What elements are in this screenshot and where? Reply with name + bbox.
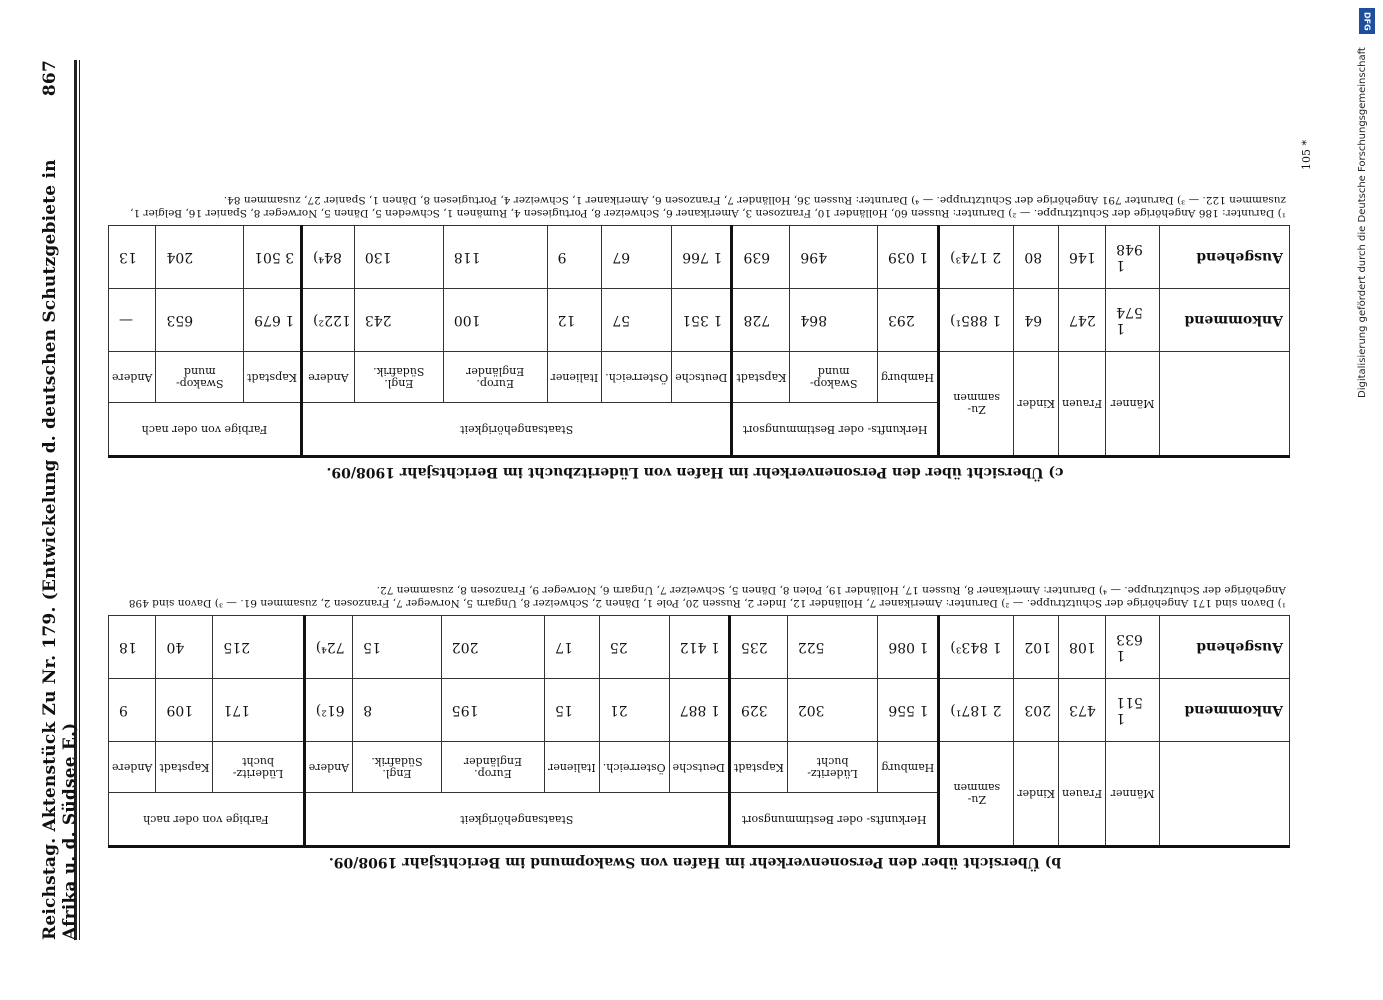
cell: 146 bbox=[1058, 226, 1105, 289]
cell: 171 bbox=[213, 679, 304, 742]
cell: 1 887 bbox=[669, 679, 729, 742]
sub-staats-6: Andere bbox=[301, 352, 354, 403]
cell: 72⁴) bbox=[304, 616, 352, 679]
sub-herkunft-2: Lüderitz- bucht bbox=[787, 742, 877, 793]
cell: 1 556 bbox=[878, 679, 939, 742]
cell: 13 bbox=[109, 226, 156, 289]
cell: 1 511 bbox=[1106, 679, 1160, 742]
table-c bbox=[108, 225, 1290, 458]
sub-farbige-2: Kapstadt bbox=[156, 742, 213, 793]
cell: — bbox=[109, 289, 156, 352]
sub-farbige-1: Kapstadt bbox=[244, 352, 302, 403]
table-c-title: c) Übersicht über den Personenverkehr im Hafen von Lüderitzbucht im Berichtsjahr 1908/09. bbox=[326, 464, 1064, 480]
cell: 496 bbox=[790, 226, 878, 289]
cell: 21 bbox=[599, 679, 669, 742]
sub-staats-5: Engl. Südafrik. bbox=[354, 352, 443, 403]
col-staats: Staatsangehörigkeit bbox=[304, 793, 729, 847]
sub-staats-1: Deutsche bbox=[672, 352, 732, 403]
cell: 1 843³) bbox=[939, 616, 1014, 679]
table-b-title: b) Übersicht über den Personenverkehr im Hafen von Swakopmund im Berichtsjahr 1908/09. bbox=[328, 854, 1062, 870]
row-label: Ankommend bbox=[1160, 679, 1290, 742]
running-header-text bbox=[40, 60, 80, 940]
cell: 1 885¹) bbox=[939, 289, 1014, 352]
sub-staats-1: Deutsche bbox=[669, 742, 729, 793]
sub-farbige-1: Lüderitz- bucht bbox=[213, 742, 304, 793]
cell: 653 bbox=[156, 289, 244, 352]
cell: 329 bbox=[729, 679, 787, 742]
cell: 67 bbox=[602, 226, 672, 289]
cell: 61²) bbox=[304, 679, 352, 742]
cell: 639 bbox=[732, 226, 790, 289]
cell: 243 bbox=[354, 289, 443, 352]
table-row bbox=[109, 679, 1290, 742]
cell: 1 086 bbox=[878, 616, 939, 679]
sub-farbige-3: Andere bbox=[109, 352, 156, 403]
row-label: Ankommend bbox=[1160, 289, 1290, 352]
sub-staats-4: Europ. Engländer bbox=[441, 742, 544, 793]
cell: 130 bbox=[354, 226, 443, 289]
cell: 100 bbox=[443, 289, 547, 352]
col-kinder: Kinder bbox=[1014, 742, 1059, 847]
cell: 302 bbox=[787, 679, 877, 742]
digitization-note: Digitalisierung gefördert durch die Deutsche Forschungsgemeinschaft bbox=[1357, 47, 1368, 398]
sub-staats-3: Italiener bbox=[545, 742, 600, 793]
cell: 195 bbox=[441, 679, 544, 742]
cell: 522 bbox=[787, 616, 877, 679]
sub-herkunft-2: Swakop- mund bbox=[790, 352, 878, 403]
cell: 18 bbox=[109, 616, 156, 679]
sub-farbige-2: Swakop- mund bbox=[156, 352, 244, 403]
dfg-logo: DFG bbox=[1359, 8, 1375, 34]
col-frauen: Frauen bbox=[1058, 352, 1105, 457]
cell: 9 bbox=[547, 226, 602, 289]
cell: 109 bbox=[156, 679, 213, 742]
cell: 8 bbox=[353, 679, 442, 742]
section-c bbox=[100, 193, 1290, 480]
sub-herkunft-1: Hamburg bbox=[877, 352, 938, 403]
cell: 1 766 bbox=[672, 226, 732, 289]
cell: 1 948 bbox=[1106, 226, 1160, 289]
sub-staats-4: Europ. Engländer bbox=[443, 352, 547, 403]
cell: 122²) bbox=[301, 289, 354, 352]
col-herkunft: Herkunfts- oder Bestimmungsort bbox=[732, 403, 939, 457]
cell: 204 bbox=[156, 226, 244, 289]
col-kinder: Kinder bbox=[1014, 352, 1059, 457]
cell: 15 bbox=[353, 616, 442, 679]
sub-staats-5: Engl. Südafrik. bbox=[353, 742, 442, 793]
col-frauen: Frauen bbox=[1059, 742, 1106, 847]
cell: 2 174³) bbox=[939, 226, 1014, 289]
cell: 2 187¹) bbox=[939, 679, 1014, 742]
cell: 1 679 bbox=[244, 289, 302, 352]
sub-herkunft-1: Hamburg bbox=[878, 742, 939, 793]
section-b bbox=[100, 583, 1290, 870]
cell: 25 bbox=[599, 616, 669, 679]
cell: 1 574 bbox=[1106, 289, 1160, 352]
cell: 9 bbox=[109, 679, 156, 742]
cell: 1 039 bbox=[877, 226, 938, 289]
sub-herkunft-3: Kapstadt bbox=[732, 352, 790, 403]
rotated-tables-block bbox=[100, 130, 1290, 870]
cell: 203 bbox=[1014, 679, 1059, 742]
dfg-note bbox=[1357, 8, 1379, 398]
table-row bbox=[109, 226, 1290, 289]
header-blank bbox=[1160, 742, 1290, 847]
table-b bbox=[108, 615, 1290, 848]
cell: 15 bbox=[545, 679, 600, 742]
header-title: Reichstag. Aktenstück Zu Nr. 179. (Entwickelung d. deutschen Schutzgebiete in Afrika u. d. Südsee E.) bbox=[40, 159, 80, 940]
cell: 864 bbox=[790, 289, 878, 352]
cell: 84⁴) bbox=[301, 226, 354, 289]
cell: 108 bbox=[1059, 616, 1106, 679]
cell: 57 bbox=[602, 289, 672, 352]
cell: 1 633 bbox=[1106, 616, 1160, 679]
col-herkunft: Herkunfts- oder Bestimmungsort bbox=[729, 793, 938, 847]
cell: 293 bbox=[877, 289, 938, 352]
cell: 102 bbox=[1014, 616, 1059, 679]
col-farbige: Farbige von oder nach bbox=[109, 403, 302, 457]
cell: 728 bbox=[732, 289, 790, 352]
row-label: Ausgehend bbox=[1160, 226, 1290, 289]
cell: 1 412 bbox=[669, 616, 729, 679]
running-header bbox=[40, 60, 80, 940]
col-maenner: Männer bbox=[1106, 352, 1160, 457]
cell: 202 bbox=[441, 616, 544, 679]
page-reference: 105 * bbox=[1300, 140, 1313, 170]
sub-staats-3: Italiener bbox=[547, 352, 602, 403]
cell: 473 bbox=[1059, 679, 1106, 742]
cell: 80 bbox=[1014, 226, 1059, 289]
cell: 40 bbox=[156, 616, 213, 679]
cell: 12 bbox=[547, 289, 602, 352]
table-row bbox=[109, 289, 1290, 352]
col-maenner: Männer bbox=[1106, 742, 1160, 847]
col-staats: Staatsangehörigkeit bbox=[301, 403, 731, 457]
col-farbige: Farbige von oder nach bbox=[109, 793, 305, 847]
cell: 247 bbox=[1058, 289, 1105, 352]
table-row bbox=[109, 616, 1290, 679]
col-zusammen: Zu- sammen bbox=[939, 352, 1014, 457]
cell: 3 501 bbox=[244, 226, 302, 289]
cell: 215 bbox=[213, 616, 304, 679]
col-zusammen: Zu- sammen bbox=[939, 742, 1014, 847]
cell: 64 bbox=[1014, 289, 1059, 352]
cell: 118 bbox=[443, 226, 547, 289]
row-label: Ausgehend bbox=[1160, 616, 1290, 679]
header-blank bbox=[1160, 352, 1290, 457]
cell: 235 bbox=[729, 616, 787, 679]
sub-farbige-3: Andere bbox=[109, 742, 156, 793]
sub-herkunft-3: Kapstadt bbox=[729, 742, 787, 793]
cell: 17 bbox=[545, 616, 600, 679]
table-c-footnote: ¹) Darunter: 186 Angehörige der Schutztruppe. — ²) Darunter: Russen 60, Holländer 10, Franzosen 3, Amerikaner 6, Schweizer 8, Portugiesen 4, Rumänen 1, Schweden 5, Dänen 5, Norweger 8, Spanier 16, Belgier 1, zusammen 122. — ³) Darunter 791 Angehörige der Schutztruppe. — ⁴) Darunter: Russen 36, Holländer 7, Franzosen 6, Amerikaner 1, Schweizer 4, Portugiesen 8, Dänen 1, Spanier 27, zusammen 84. bbox=[130, 194, 1286, 219]
sub-staats-2: Österreich. bbox=[602, 352, 672, 403]
sub-staats-6: Andere bbox=[304, 742, 352, 793]
table-b-footnote: ¹) Davon sind 171 Angehörige der Schutztruppe. — ²) Darunter: Amerikaner 7, Holländer 12, Inder 2, Russen 20, Pole 1, Dänen 2, Schweizer 8, Ungarn 5, Norweger 7, Franzosen 2, zusammen 61. — ³) Davon sind 498 Angehörige der Schutztruppe. — ⁴) Darunter: Amerikaner 8, Russen 17, Holländer 19, Polen 8, Dänen 5, Schweizer 7, Ungarn 6, Norweger 9, Franzosen 8, zusammen 72. bbox=[128, 584, 1286, 609]
cell: 1 351 bbox=[672, 289, 732, 352]
page-number: 867 bbox=[40, 60, 60, 97]
sub-staats-2: Österreich. bbox=[599, 742, 669, 793]
